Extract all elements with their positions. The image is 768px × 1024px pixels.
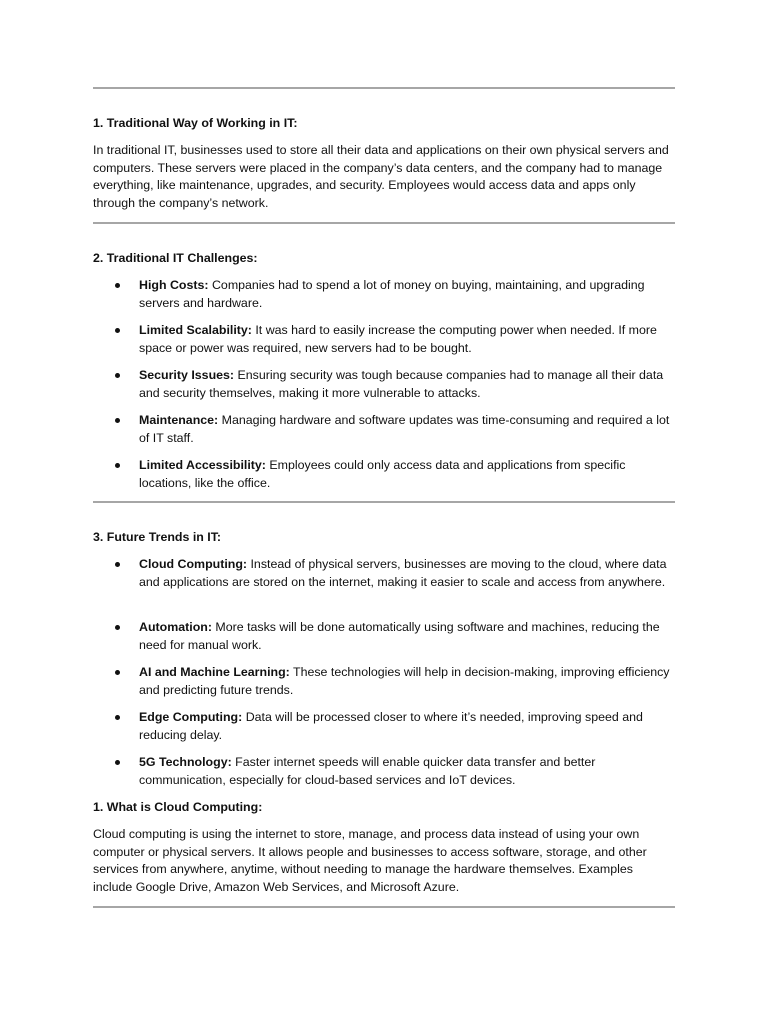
list-item-text: Faster internet speeds will enable quicker data transfer and better communication, especially for cloud-based services and IoT devices. <box>139 755 596 787</box>
bullet-icon <box>115 373 120 378</box>
bullet-icon <box>115 670 120 675</box>
list-item-text: Instead of physical servers, businesses are moving to the cloud, where data and applications are stored on the internet, making it easier to scale and access from anywhere. <box>139 557 667 589</box>
list-item-term: Maintenance: <box>139 413 219 427</box>
section-heading: 1. What is Cloud Computing: <box>93 800 263 814</box>
list-item-term: AI and Machine Learning: <box>139 665 290 679</box>
list-item-text: Data will be processed closer to where it’s needed, improving speed and reducing delay. <box>139 710 643 742</box>
list-item-text: Ensuring security was tough because companies had to manage all their data and security themselves, making it more vulnerable to attacks. <box>139 368 664 400</box>
list-item <box>139 754 675 789</box>
bullet-icon <box>115 625 120 630</box>
list-item-text: It was hard to easily increase the computing power when needed. If more space or power was required, new servers had to be bought. <box>139 323 657 355</box>
list-item <box>139 277 675 312</box>
list-item-term: Limited Scalability: <box>139 323 252 337</box>
horizontal-rule <box>93 87 675 89</box>
list-item <box>139 322 675 357</box>
list-item-text: More tasks will be done automatically using software and machines, reducing the need for manual work. <box>139 620 660 652</box>
section-paragraph: In traditional IT, businesses used to store all their data and applications on their own physical servers and computers. These servers were placed in the company’s data centers, and the company had to manage everything, like maintenance, upgrades, and security. Employees would access data and apps only through the company’s network. <box>93 143 669 210</box>
list-item-term: High Costs: <box>139 278 209 292</box>
list-item <box>139 367 675 402</box>
section-heading: 1. Traditional Way of Working in IT: <box>93 116 298 130</box>
list-item-term: Limited Accessibility: <box>139 458 266 472</box>
list-item-text: Managing hardware and software updates was time-consuming and required a lot of IT staff. <box>139 413 670 445</box>
list-item-term: Cloud Computing: <box>139 557 248 571</box>
list-item <box>139 664 675 699</box>
bullet-icon <box>115 562 120 567</box>
list-item-text: These technologies will help in decision-making, improving efficiency and predicting future trends. <box>139 665 670 697</box>
list-item-term: Security Issues: <box>139 368 235 382</box>
bullet-icon <box>115 715 120 720</box>
list-item <box>139 709 675 744</box>
list-item <box>139 457 675 492</box>
section-heading: 2. Traditional IT Challenges: <box>93 251 258 265</box>
list-item-term: 5G Technology: <box>139 755 232 769</box>
section-heading: 3. Future Trends in IT: <box>93 530 222 544</box>
horizontal-rule <box>93 501 675 503</box>
list-item <box>139 556 675 591</box>
section-paragraph: Cloud computing is using the internet to store, manage, and process data instead of using your own computer or physical servers. It allows people and businesses to access software, storage, and other services from anywhere, anytime, without needing to manage the hardware themselves. Examples include Google Drive, Amazon Web Services, and Microsoft Azure. <box>93 827 647 894</box>
bullet-icon <box>115 418 120 423</box>
bullet-icon <box>115 463 120 468</box>
list-item-term: Automation: <box>139 620 212 634</box>
list-item <box>139 619 675 654</box>
list-item-text: Companies had to spend a lot of money on buying, maintaining, and upgrading servers and hardware. <box>139 278 645 310</box>
list-item-text: Employees could only access data and applications from specific locations, like the office. <box>139 458 626 490</box>
bullet-icon <box>115 283 120 288</box>
bullet-icon <box>115 328 120 333</box>
horizontal-rule <box>93 906 675 908</box>
horizontal-rule <box>93 222 675 224</box>
document-page <box>93 0 675 1024</box>
list-item-term: Edge Computing: <box>139 710 243 724</box>
bullet-icon <box>115 760 120 765</box>
list-item <box>139 412 675 447</box>
